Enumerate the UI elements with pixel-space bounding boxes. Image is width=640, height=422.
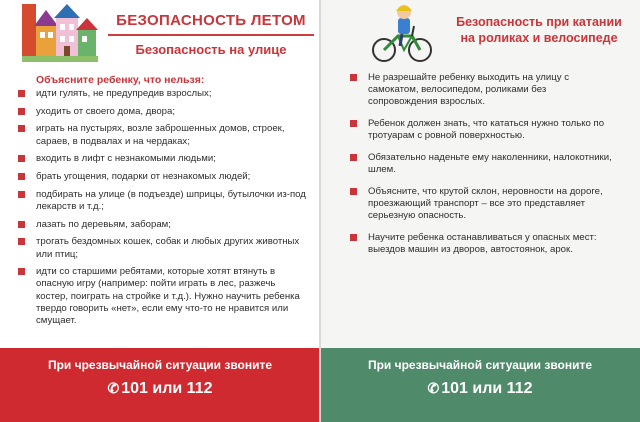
emergency-numbers: ✆ 101 или 112	[107, 380, 213, 397]
emergency-label: При чрезвычайной ситуации звоните	[47, 358, 273, 372]
bike-safety-list	[350, 72, 612, 266]
bullet-icon	[18, 238, 25, 245]
list-item: Не разрешайте ребенку выходить на улицу с самокатом, велосипедом, роликами без сопровождения взрослых.	[350, 72, 612, 109]
list-item: брать угощения, подарки от незнакомых людей;	[18, 171, 306, 183]
list-item: лазать по деревьям, заборам;	[18, 219, 306, 231]
bullet-icon	[18, 191, 25, 198]
bullet-icon	[350, 120, 357, 127]
bullet-icon	[18, 125, 25, 132]
bullet-icon	[350, 188, 357, 195]
list-item: Объясните, что крутой склон, неровности на дороге, проезжающий транспорт – все это представляет серьезную опасность.	[350, 186, 612, 223]
list-item: идти гулять, не предупредив взрослых;	[18, 88, 306, 100]
list-item: входить в лифт с незнакомыми людьми;	[18, 153, 306, 165]
panel-divider	[319, 0, 321, 422]
phone-icon: ✆	[427, 380, 440, 396]
list-item: играть на пустырях, возле заброшенных домов, строек, сараев, в подвалах и на чердаках;	[18, 123, 306, 147]
bullet-icon	[18, 155, 25, 162]
bullet-icon	[350, 154, 357, 161]
title-divider	[108, 34, 314, 36]
list-item: Обязательно наденьте ему наколенники, налокотники, шлем.	[350, 152, 612, 176]
list-item: Ребенок должен знать, что кататься нужно только по тротуарам с ровной поверхностью.	[350, 118, 612, 142]
bike-safety-panel	[320, 0, 640, 422]
list-item: идти со старшими ребятами, которые хотят втянуть в опасную игру (например: пойти играть в лес, разжечь костер, поиграть на стройке и т.д.). Нужно научить ребенка твердо говорить «нет», если ему что-то не нравится или смущает.	[18, 266, 306, 327]
section-title: Безопасность при катании на роликах и велосипеде	[456, 15, 622, 45]
emergency-footer	[0, 348, 320, 422]
bullet-icon	[18, 108, 25, 115]
bullet-icon	[350, 234, 357, 241]
bullet-icon	[18, 221, 25, 228]
list-item: уходить от своего дома, двора;	[18, 106, 306, 118]
child-on-bicycle-illustration	[370, 2, 434, 64]
bullet-icon	[18, 173, 25, 180]
houses-illustration	[22, 4, 98, 62]
list-item: трогать бездомных кошек, собак и любых других животных или птиц;	[18, 236, 306, 260]
phone-icon: ✆	[107, 380, 120, 396]
street-safety-list	[18, 88, 306, 333]
page-title: БЕЗОПАСНОСТЬ ЛЕТОМ	[116, 12, 306, 29]
list-intro: Объясните ребенку, что нельзя:	[36, 74, 205, 86]
bullet-icon	[18, 268, 25, 275]
bullet-icon	[350, 74, 357, 81]
emergency-numbers: ✆ 101 или 112	[427, 380, 533, 397]
list-item: Научите ребенка останавливаться у опасных мест: выездов машин из дворов, автостоянок, арок.	[350, 232, 612, 256]
emergency-label: При чрезвычайной ситуации звоните	[367, 358, 593, 372]
emergency-footer	[320, 348, 640, 422]
list-item: подбирать на улице (в подъезде) шприцы, бутылочки из-под лекарств и т.д.;	[18, 189, 306, 213]
bullet-icon	[18, 90, 25, 97]
section-subtitle: Безопасность на улице	[135, 42, 287, 57]
